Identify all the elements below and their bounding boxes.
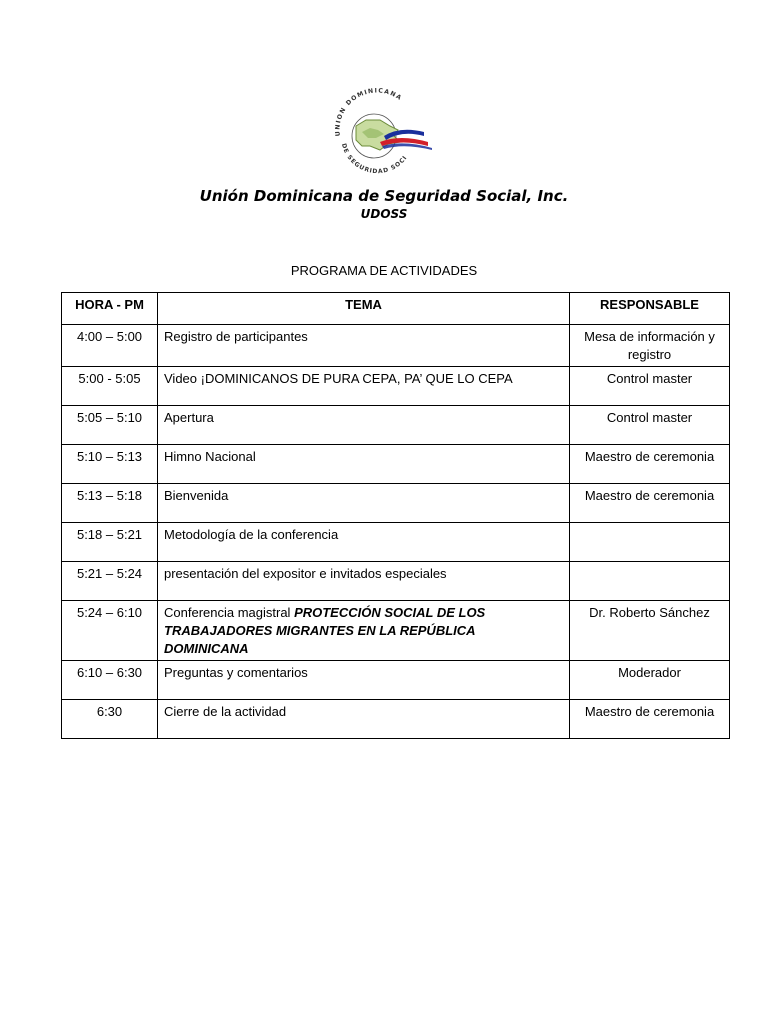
table-row — [62, 661, 730, 700]
row-topic: Himno Nacional — [158, 445, 570, 484]
row-time: 6:30 — [62, 700, 158, 739]
row-responsible: Maestro de ceremonia — [570, 700, 730, 739]
row-time: 5:24 – 6:10 — [62, 601, 158, 661]
table-row — [62, 562, 730, 601]
row-topic: Apertura — [158, 406, 570, 445]
column-header-topic: TEMA — [158, 293, 570, 325]
table-row — [62, 601, 730, 661]
row-topic-emphasis: PROTECCIÓN SOCIAL DE LOS TRABAJADORES MIGRANTES EN LA REPÚBLICA DOMINICANA — [164, 605, 486, 656]
row-responsible: Control master — [570, 367, 730, 406]
row-topic: Bienvenida — [158, 484, 570, 523]
row-topic: presentación del expositor e invitados especiales — [158, 562, 570, 601]
table-row — [62, 406, 730, 445]
column-header-time: HORA - PM — [62, 293, 158, 325]
row-responsible: Moderador — [570, 661, 730, 700]
row-time: 5:10 – 5:13 — [62, 445, 158, 484]
row-topic: Cierre de la actividad — [158, 700, 570, 739]
row-responsible: Maestro de ceremonia — [570, 445, 730, 484]
column-header-responsible: RESPONSABLE — [570, 293, 730, 325]
row-time: 6:10 – 6:30 — [62, 661, 158, 700]
table-row — [62, 484, 730, 523]
table-header-row — [62, 293, 730, 325]
row-time: 5:18 – 5:21 — [62, 523, 158, 562]
row-time: 5:13 – 5:18 — [62, 484, 158, 523]
row-topic — [158, 601, 570, 661]
row-topic: Registro de participantes — [158, 325, 570, 367]
organization-name: Unión Dominicana de Seguridad Social, Inc. — [199, 187, 569, 205]
row-topic-prefix: Conferencia magistral — [164, 605, 295, 620]
udoss-seal-icon — [326, 84, 442, 184]
activities-table — [61, 292, 730, 739]
row-topic: Metodología de la conferencia — [158, 523, 570, 562]
row-responsible: Mesa de información y registro — [570, 325, 730, 367]
row-responsible: Dr. Roberto Sánchez — [570, 601, 730, 661]
logo-ring-top-text: UNION DOMINICANA — [334, 87, 404, 137]
row-responsible: Control master — [570, 406, 730, 445]
row-responsible — [570, 562, 730, 601]
table-row — [62, 367, 730, 406]
row-topic: Video ¡DOMINICANOS DE PURA CEPA, PA’ QUE LO CEPA — [158, 367, 570, 406]
table-row — [62, 523, 730, 562]
row-time: 4:00 – 5:00 — [62, 325, 158, 367]
row-responsible: Maestro de ceremonia — [570, 484, 730, 523]
udoss-logo — [326, 84, 442, 184]
row-time: 5:00 - 5:05 — [62, 367, 158, 406]
row-responsible — [570, 523, 730, 562]
table-row — [62, 325, 730, 367]
table-row — [62, 700, 730, 739]
organization-abbreviation: UDOSS — [360, 207, 408, 221]
row-time: 5:21 – 5:24 — [62, 562, 158, 601]
program-title: PROGRAMA DE ACTIVIDADES — [290, 263, 478, 278]
row-time: 5:05 – 5:10 — [62, 406, 158, 445]
table-row — [62, 445, 730, 484]
row-topic: Preguntas y comentarios — [158, 661, 570, 700]
logo-ring-bottom-text: DE SEGURIDAD SOCI — [339, 142, 409, 176]
